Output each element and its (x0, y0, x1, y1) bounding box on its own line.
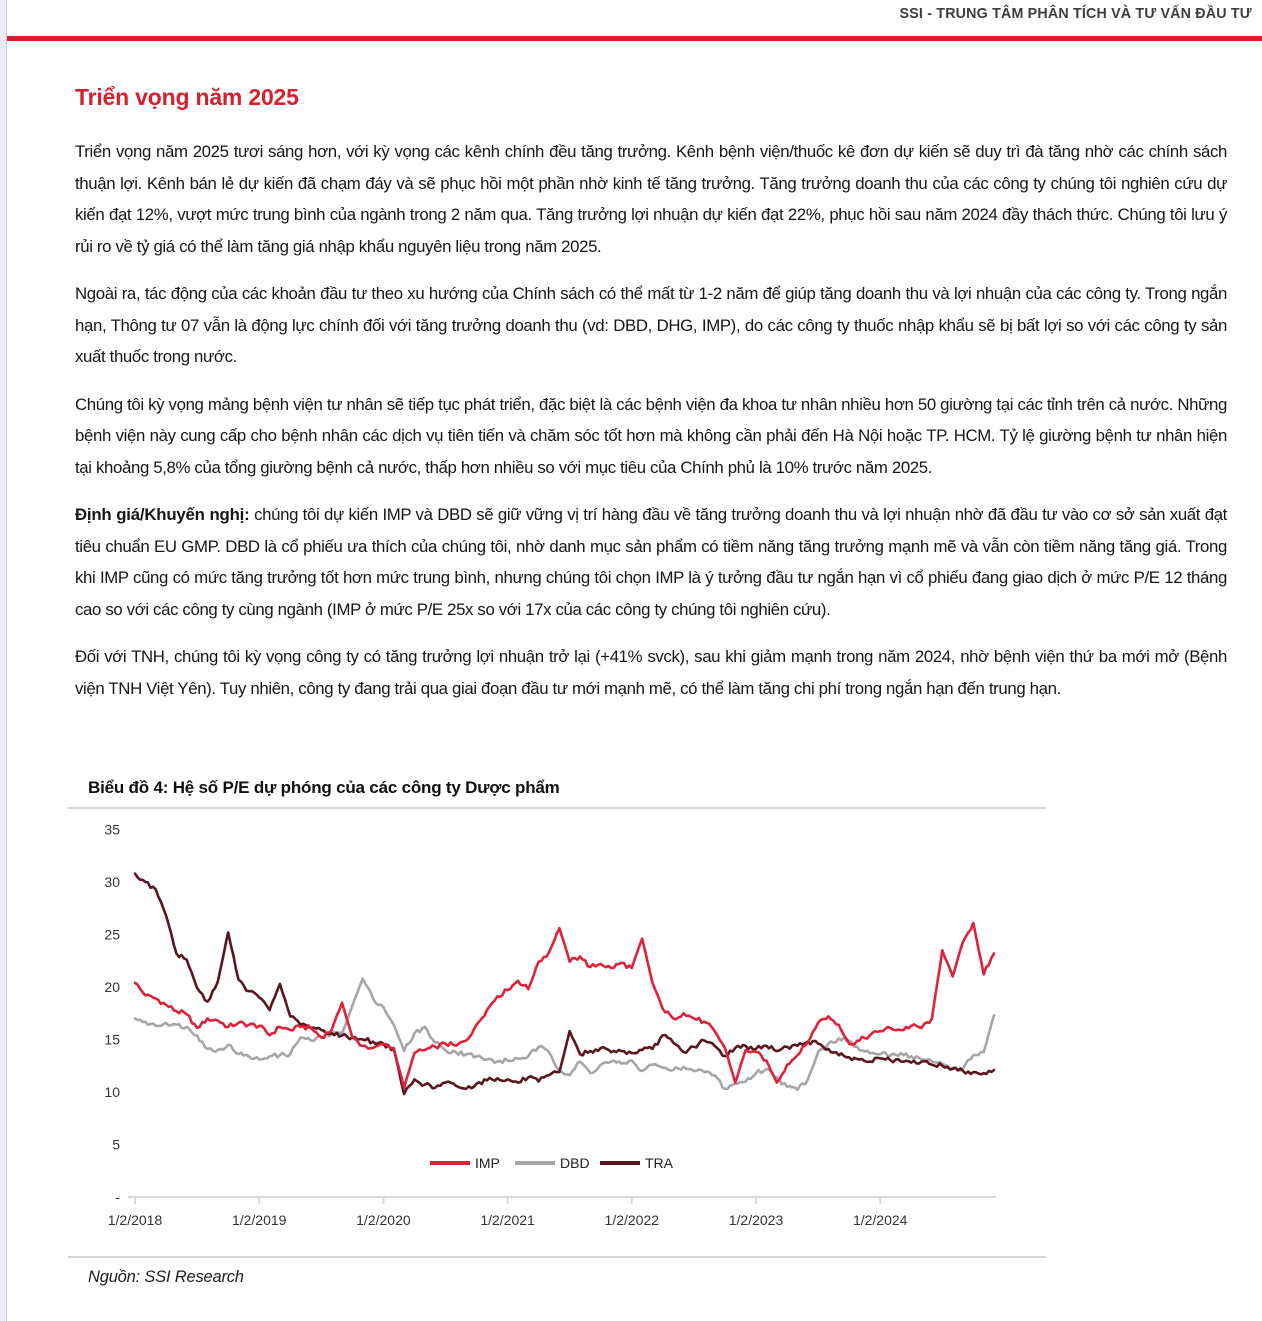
pe-chart-svg (68, 811, 1046, 1251)
valuation-text: chúng tôi dự kiến IMP và DBD sẽ giữ vững vị trí hàng đầu về tăng trưởng doanh thu và lợi nhuận nhờ đã đầu tư vào cơ sở sản xuất đạt tiêu chuẩn EU GMP. DBD là cổ phiếu ưa thích của chúng tôi, nhờ danh mục sản phẩm có tiềm năng tăng trưởng mạnh mẽ và vẫn còn tiềm năng tăng giá. Trong khi IMP cũng có mức tăng trưởng tốt hơn mức trung bình, nhưng chúng tôi chọn IMP là ý tưởng đầu tư ngắn hạn vì cổ phiếu đang giao dịch ở mức P/E 12 tháng cao so với các công ty cùng ngành (IMP ở mức P/E 25x so với 17x của các công ty chúng tôi nghiên cứu). (75, 505, 1227, 619)
y-axis-tick-label: - (115, 1189, 120, 1205)
paragraph-valuation (75, 499, 1227, 625)
y-axis-tick-label: 30 (104, 874, 120, 890)
header-divider-rule (7, 36, 1262, 41)
y-axis-tick-label: 15 (104, 1031, 120, 1048)
series-line-tra (135, 874, 994, 1095)
paragraph-hospitals: Chúng tôi kỳ vọng mảng bệnh viện tư nhân sẽ tiếp tục phát triển, đặc biệt là các bệnh viện đa khoa tư nhân nhiều hơn 50 giường tại các tỉnh trên cả nước. Những bệnh viện này cung cấp cho bệnh nhân các dịch vụ tiên tiến và chăm sóc tốt hơn mà không cần phải đến Hà Nội hoặc TP. HCM. Tỷ lệ giường bệnh tư nhân hiện tại khoảng 5,8% của tổng giường bệnh cả nước, thấp hơn nhiều so với mục tiêu của Chính phủ là 10% trước năm 2025. (75, 394, 1227, 477)
legend-label-dbd: DBD (560, 1155, 590, 1171)
paragraph-policy: Ngoài ra, tác động của các khoản đầu tư theo xu hướng của Chính sách có thể mất từ 1-2 năm để giúp tăng doanh thu và lợi nhuận của các công ty. Trong ngắn hạn, Thông tư 07 vẫn là động lực chính đối với tăng trưởng doanh thu (vd: DBD, DHG, IMP), do các công ty thuốc nhập khẩu sẽ bị bất lợi so với các công ty sản xuất thuốc trong nước. (75, 284, 1227, 366)
legend-label-tra: TRA (645, 1155, 673, 1171)
paragraph-tnh: Đối với TNH, chúng tôi kỳ vọng công ty có tăng trưởng lợi nhuận trở lại (+41% svck), sau khi giảm mạnh trong năm 2024, nhờ bệnh viện thứ ba mới mở (Bệnh viện TNH Việt Yên). Tuy nhiên, công ty đang trải qua giai đoạn đầu tư mới mạnh mẽ, có thể làm tăng chi phí trong ngắn hạn đến trung hạn. (75, 647, 1227, 698)
figure-bottom-separator (68, 1256, 1046, 1258)
series-line-imp (135, 923, 994, 1088)
pe-forward-chart (68, 811, 1048, 1256)
x-axis-tick-label: 1/2/2019 (231, 1212, 287, 1228)
figure-top-separator (68, 807, 1046, 809)
x-axis-tick-label: 1/2/2023 (728, 1212, 784, 1228)
y-axis-tick-label: 35 (104, 821, 120, 838)
section-heading: Triển vọng năm 2025 (75, 84, 299, 110)
page-edge-strip (0, 0, 7, 1321)
document-header-title: SSI - TRUNG TÂM PHÂN TÍCH VÀ TƯ VẤN ĐẦU TƯ (899, 5, 1252, 22)
figure-source: Nguồn: SSI Research (88, 1268, 244, 1286)
y-axis-tick-label: 25 (104, 926, 120, 943)
figure-4 (68, 778, 1048, 1287)
valuation-lead-label: Định giá/Khuyến nghị: (75, 505, 250, 524)
x-axis-tick-label: 1/2/2021 (480, 1212, 535, 1228)
x-axis-tick-label: 1/2/2024 (852, 1212, 908, 1228)
report-body (75, 84, 1227, 720)
series-line-dbd (135, 979, 994, 1090)
y-axis-tick-label: 10 (104, 1084, 120, 1100)
x-axis-tick-label: 1/2/2018 (107, 1212, 163, 1228)
x-axis-tick-label: 1/2/2020 (356, 1212, 411, 1228)
figure-title: Biểu đồ 4: Hệ số P/E dự phóng của các công ty Dược phẩm (88, 778, 560, 797)
x-axis-tick-label: 1/2/2022 (604, 1212, 660, 1228)
paragraph-outlook: Triển vọng năm 2025 tươi sáng hơn, với kỳ vọng các kênh chính đều tăng trưởng. Kênh bệnh viện/thuốc kê đơn dự kiến sẽ duy trì đà tăng nhờ các chính sách thuận lợi. Kênh bán lẻ dự kiến đã chạm đáy và sẽ phục hồi một phần nhờ kinh tế tăng trưởng. Tăng trưởng doanh thu của các công ty chúng tôi nghiên cứu dự kiến đạt 12%, vượt mức trung bình của ngành trong 2 năm qua. Tăng trưởng lợi nhuận dự kiến đạt 22%, phục hồi sau năm 2024 đầy thách thức. Chúng tôi lưu ý rủi ro về tỷ giá có thể làm tăng giá nhập khẩu nguyên liệu trong năm 2025. (75, 142, 1227, 256)
legend-label-imp: IMP (475, 1155, 500, 1171)
y-axis-tick-label: 5 (112, 1136, 120, 1153)
y-axis-tick-label: 20 (104, 979, 120, 995)
